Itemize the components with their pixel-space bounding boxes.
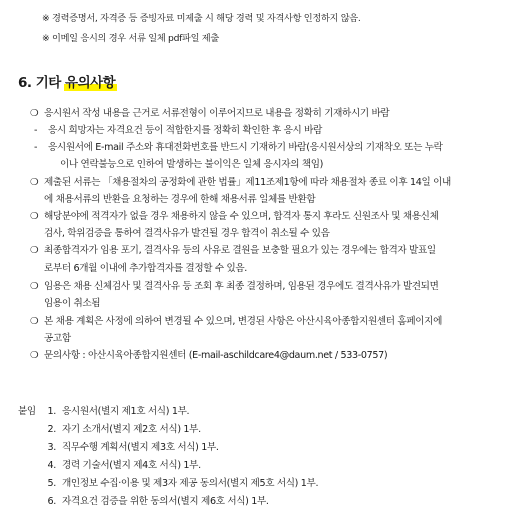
attachment-number: 4. — [47, 460, 56, 471]
list-item — [30, 107, 389, 121]
list-item-text: 응시 희망자는 자격요건 등이 적합한지를 정확히 확인한 후 응시 바람 — [48, 125, 322, 136]
list-item — [30, 280, 439, 294]
section-number: 6. — [18, 75, 32, 91]
circle-bullet-icon: ❍ — [30, 177, 39, 188]
list-item-continuation: 임용이 취소됨 — [44, 298, 101, 309]
attachment-item — [44, 441, 219, 455]
attachments-label: 붙임 — [18, 406, 36, 417]
attachment-text: 경력 기술서(별지 제4호 서식) 1부. — [62, 460, 201, 471]
list-item — [30, 244, 436, 258]
attachment-item — [44, 459, 201, 473]
list-subitem — [34, 124, 322, 138]
list-item-continuation: 이나 연락불능으로 인하여 발생하는 불이익은 일체 응시자의 책임) — [60, 159, 324, 170]
list-item — [30, 210, 439, 224]
list-item-text: 응시원서 작성 내용을 근거로 서류전형이 이루어지므로 내용을 정확히 기재하시기 바람 — [44, 108, 390, 119]
list-item-text: 최종합격자가 임용 포기, 결격사유 등의 사유로 결원을 보충할 필요가 있는 경우에는 합격자 발표일 — [44, 245, 436, 256]
attachment-text: 응시원서(별지 제1호 서식) 1부. — [62, 406, 190, 417]
circle-bullet-icon: ❍ — [30, 316, 39, 327]
list-item-contact — [30, 349, 387, 363]
section-heading — [18, 74, 115, 92]
circle-bullet-icon: ❍ — [30, 350, 39, 361]
attachment-text: 직무수행 계획서(별지 제3호 서식) 1부. — [62, 442, 219, 453]
list-item-text: 응시원서에 E-mail 주소와 휴대전화번호를 반드시 기재하기 바람(응시원서상의 기재착오 또는 누락 — [48, 142, 443, 153]
list-item-text: 본 채용 계획은 사정에 의하여 변경될 수 있으며, 변경된 사항은 아산시육아종합지원센터 홈페이지에 — [44, 316, 443, 327]
list-item-continuation: 공고함 — [44, 333, 71, 344]
list-item — [30, 315, 442, 329]
attachment-number: 5. — [47, 478, 56, 489]
list-item-continuation: 에 채용서류의 반환을 요청하는 경우에 한해 채용서류 일체를 반환함 — [44, 194, 316, 205]
section-title-plain: 기타 — [35, 75, 66, 91]
list-item — [30, 176, 451, 190]
dash-bullet-icon: - — [34, 142, 38, 153]
list-item-text: 임용은 채용 신체검사 및 결격사유 등 조회 후 최종 결정하며, 임용된 경우에도 결격사유가 발견되면 — [44, 281, 439, 292]
attachment-item — [44, 423, 201, 437]
note-email-pdf — [42, 32, 219, 46]
note-text: 경력증명서, 자격증 등 증빙자료 미제출 시 해당 경력 및 자격사항 인정하지 않음. — [52, 13, 361, 24]
circle-bullet-icon: ❍ — [30, 108, 39, 119]
note-mark: ※ — [42, 13, 50, 24]
note-text: 이메일 응시의 경우 서류 일체 pdf파일 제출 — [52, 33, 219, 44]
dash-bullet-icon: - — [34, 125, 38, 136]
attachment-item — [44, 405, 189, 419]
list-item-text: 해당분야에 적격자가 없을 경우 채용하지 않을 수 있으며, 합격자 통지 후라도 신원조사 및 채용신체 — [44, 211, 439, 222]
list-item-continuation: 로부터 6개월 이내에 추가합격자를 결정할 수 있음. — [44, 263, 248, 274]
attachment-item — [44, 495, 269, 509]
list-subitem — [34, 141, 443, 155]
attachment-number: 3. — [47, 442, 56, 453]
attachment-text: 자기 소개서(별지 제2호 서식) 1부. — [62, 424, 201, 435]
section-title-highlight: 유의사항 — [65, 75, 116, 91]
attachment-number: 6. — [47, 496, 56, 507]
attachment-number: 1. — [47, 406, 56, 417]
attachment-text: 개인정보 수집·이용 및 제3자 제공 동의서(별지 제5호 서식) 1부. — [62, 478, 319, 489]
note-evidence — [42, 12, 361, 26]
circle-bullet-icon: ❍ — [30, 245, 39, 256]
circle-bullet-icon: ❍ — [30, 281, 39, 292]
attachment-text: 자격요건 검증을 위한 동의서(별지 제6호 서식) 1부. — [62, 496, 269, 507]
attachment-number: 2. — [47, 424, 56, 435]
contact-text: 문의사항 : 아산시육아종합지원센터 (E-mail-aschildcare4@daum.net / 533-0757) — [44, 350, 388, 361]
list-item-text: 제출된 서류는 「채용절차의 공정화에 관한 법률」제11조제1항에 따라 채용절차 종료 이후 14일 이내 — [44, 177, 451, 188]
circle-bullet-icon: ❍ — [30, 211, 39, 222]
list-item-continuation: 검사, 학위검증을 통하여 결격사유가 발견될 경우 합격이 취소될 수 있음 — [44, 228, 330, 239]
note-mark: ※ — [42, 33, 50, 44]
attachment-item — [44, 477, 318, 491]
